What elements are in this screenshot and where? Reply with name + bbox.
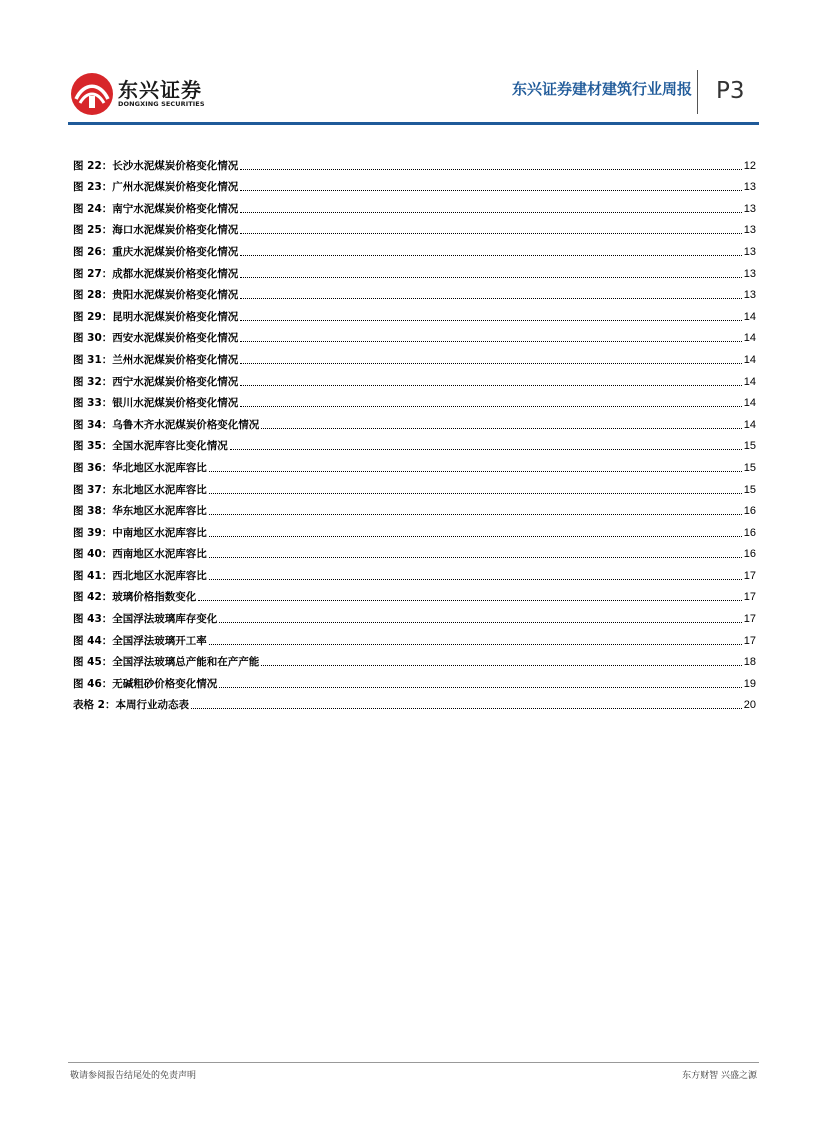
toc-entry-page: 14 [743,397,756,410]
toc-entry-label: 图 32：西宁水泥煤炭价格变化情况 [73,375,239,388]
toc-entry-label: 表格 2：本周行业动态表 [73,699,189,712]
logo-company-name-en: DONGXING SECURITIES [118,100,205,108]
toc-dot-leader [240,362,741,364]
toc-dot-leader [240,232,741,234]
toc-entry-page: 17 [743,613,756,626]
header-divider [697,70,698,114]
toc-entry-label: 图 26：重庆水泥煤炭价格变化情况 [73,245,239,258]
toc-dot-leader [219,621,741,623]
toc-entry-page: 16 [743,548,756,561]
toc-entry-label: 图 34：乌鲁木齐水泥煤炭价格变化情况 [73,418,260,431]
toc-entry-label: 图 36：华北地区水泥库容比 [73,461,207,474]
toc-entry-label: 图 39：中南地区水泥库容比 [73,526,207,539]
toc-entry-page: 13 [743,202,756,215]
toc-entry-label: 图 24：南宁水泥煤炭价格变化情况 [73,202,239,215]
toc-entry[interactable] [73,237,756,259]
toc-entry-label: 图 42：玻璃价格指数变化 [73,591,197,604]
toc-entry-label: 图 25：海口水泥煤炭价格变化情况 [73,224,239,237]
toc-entry-page: 20 [743,699,756,712]
toc-dot-leader [240,189,741,191]
toc-entry-label: 图 22：长沙水泥煤炭价格变化情况 [73,159,239,172]
toc-entry-page: 14 [743,418,756,431]
toc-entry-page: 14 [743,353,756,366]
toc-dot-leader [209,470,742,472]
toc-entry[interactable] [73,259,756,281]
toc-entry[interactable] [73,151,756,173]
toc-entry[interactable] [73,389,756,411]
logo-company-name: 东兴证券 [118,78,202,102]
toc-entry[interactable] [73,410,756,432]
toc-dot-leader [209,513,742,515]
toc-entry[interactable] [73,324,756,346]
toc-dot-leader [230,448,742,450]
toc-entry[interactable] [73,302,756,324]
toc-dot-leader [240,384,741,386]
toc-entry-page: 14 [743,375,756,388]
toc-entry-label: 图 31：兰州水泥煤炭价格变化情况 [73,353,239,366]
toc-entry-label: 图 29：昆明水泥煤炭价格变化情况 [73,310,239,323]
toc-entry-page: 18 [743,656,756,669]
toc-entry-label: 图 46：无碱粗砂价格变化情况 [73,677,218,690]
toc-dot-leader [240,276,741,278]
toc-entry[interactable] [73,216,756,238]
toc-entry[interactable] [73,345,756,367]
toc-entry-page: 15 [743,440,756,453]
toc-dot-leader [261,427,741,429]
toc-entry-page: 13 [743,289,756,302]
toc-dot-leader [191,707,742,709]
toc-entry[interactable] [73,583,756,605]
toc-entry-page: 13 [743,245,756,258]
toc-dot-leader [240,168,741,170]
toc-entry-page: 15 [743,483,756,496]
footer-rule [68,1062,759,1063]
toc-entry-label: 图 44：全国浮法玻璃开工率 [73,634,207,647]
report-title: 东兴证券建材建筑行业周报 [511,80,692,98]
toc-entry[interactable] [73,367,756,389]
toc-entry[interactable] [73,453,756,475]
toc-entry[interactable] [73,173,756,195]
toc-entry[interactable] [73,626,756,648]
toc-entry-label: 图 23：广州水泥煤炭价格变化情况 [73,181,239,194]
toc-entry[interactable] [73,648,756,670]
toc-dot-leader [209,578,742,580]
toc-dot-leader [209,535,742,537]
toc-dot-leader [240,254,741,256]
toc-entry-page: 16 [743,526,756,539]
toc-entry[interactable] [73,497,756,519]
header-rule [68,122,759,125]
toc-dot-leader [240,405,741,407]
toc-entry[interactable] [73,691,756,713]
toc-entry-label: 图 30：西安水泥煤炭价格变化情况 [73,332,239,345]
toc-entry-page: 17 [743,634,756,647]
toc-entry[interactable] [73,669,756,691]
toc-entry-page: 13 [743,224,756,237]
toc-dot-leader [209,492,742,494]
toc-dot-leader [209,556,742,558]
page-header [0,0,827,130]
toc-entry-page: 14 [743,310,756,323]
page-number: P3 [716,78,745,104]
toc-dot-leader [240,297,741,299]
toc-entry[interactable] [73,281,756,303]
toc-entry-label: 图 37：东北地区水泥库容比 [73,483,207,496]
toc-entry[interactable] [73,540,756,562]
toc-entry-label: 图 35：全国水泥库容比变化情况 [73,440,228,453]
toc-entry[interactable] [73,475,756,497]
toc-entry-page: 17 [743,591,756,604]
toc-dot-leader [209,643,742,645]
toc-entry-page: 12 [743,159,756,172]
toc-entry-page: 19 [743,677,756,690]
toc-entry-label: 图 38：华东地区水泥库容比 [73,505,207,518]
toc-entry-page: 16 [743,505,756,518]
toc-entry[interactable] [73,432,756,454]
toc-dot-leader [240,211,741,213]
toc-entry-page: 15 [743,461,756,474]
toc-dot-leader [261,664,741,666]
toc-dot-leader [219,686,741,688]
toc-entry-page: 14 [743,332,756,345]
toc-entry[interactable] [73,194,756,216]
toc-entry-label: 图 27：成都水泥煤炭价格变化情况 [73,267,239,280]
toc-entry-label: 图 40：西南地区水泥库容比 [73,548,207,561]
toc-entry-page: 13 [743,181,756,194]
toc-entry[interactable] [73,561,756,583]
toc-entry-page: 13 [743,267,756,280]
toc-entry[interactable] [73,604,756,626]
toc-entry-label: 图 45：全国浮法玻璃总产能和在产产能 [73,656,260,669]
toc-entry-page: 17 [743,569,756,582]
dongxing-logo-icon [70,72,114,116]
toc-entry-label: 图 43：全国浮法玻璃库存变化 [73,613,218,626]
table-of-contents [73,151,756,712]
toc-dot-leader [240,319,741,321]
toc-entry-label: 图 41：西北地区水泥库容比 [73,569,207,582]
toc-dot-leader [240,340,741,342]
toc-entry-label: 图 28：贵阳水泥煤炭价格变化情况 [73,289,239,302]
toc-entry-label: 图 33：银川水泥煤炭价格变化情况 [73,397,239,410]
toc-entry[interactable] [73,518,756,540]
footer-slogan: 东方财智 兴盛之源 [682,1071,757,1081]
footer-disclaimer-note: 敬请参阅报告结尾处的免责声明 [70,1071,197,1081]
toc-dot-leader [198,599,741,601]
